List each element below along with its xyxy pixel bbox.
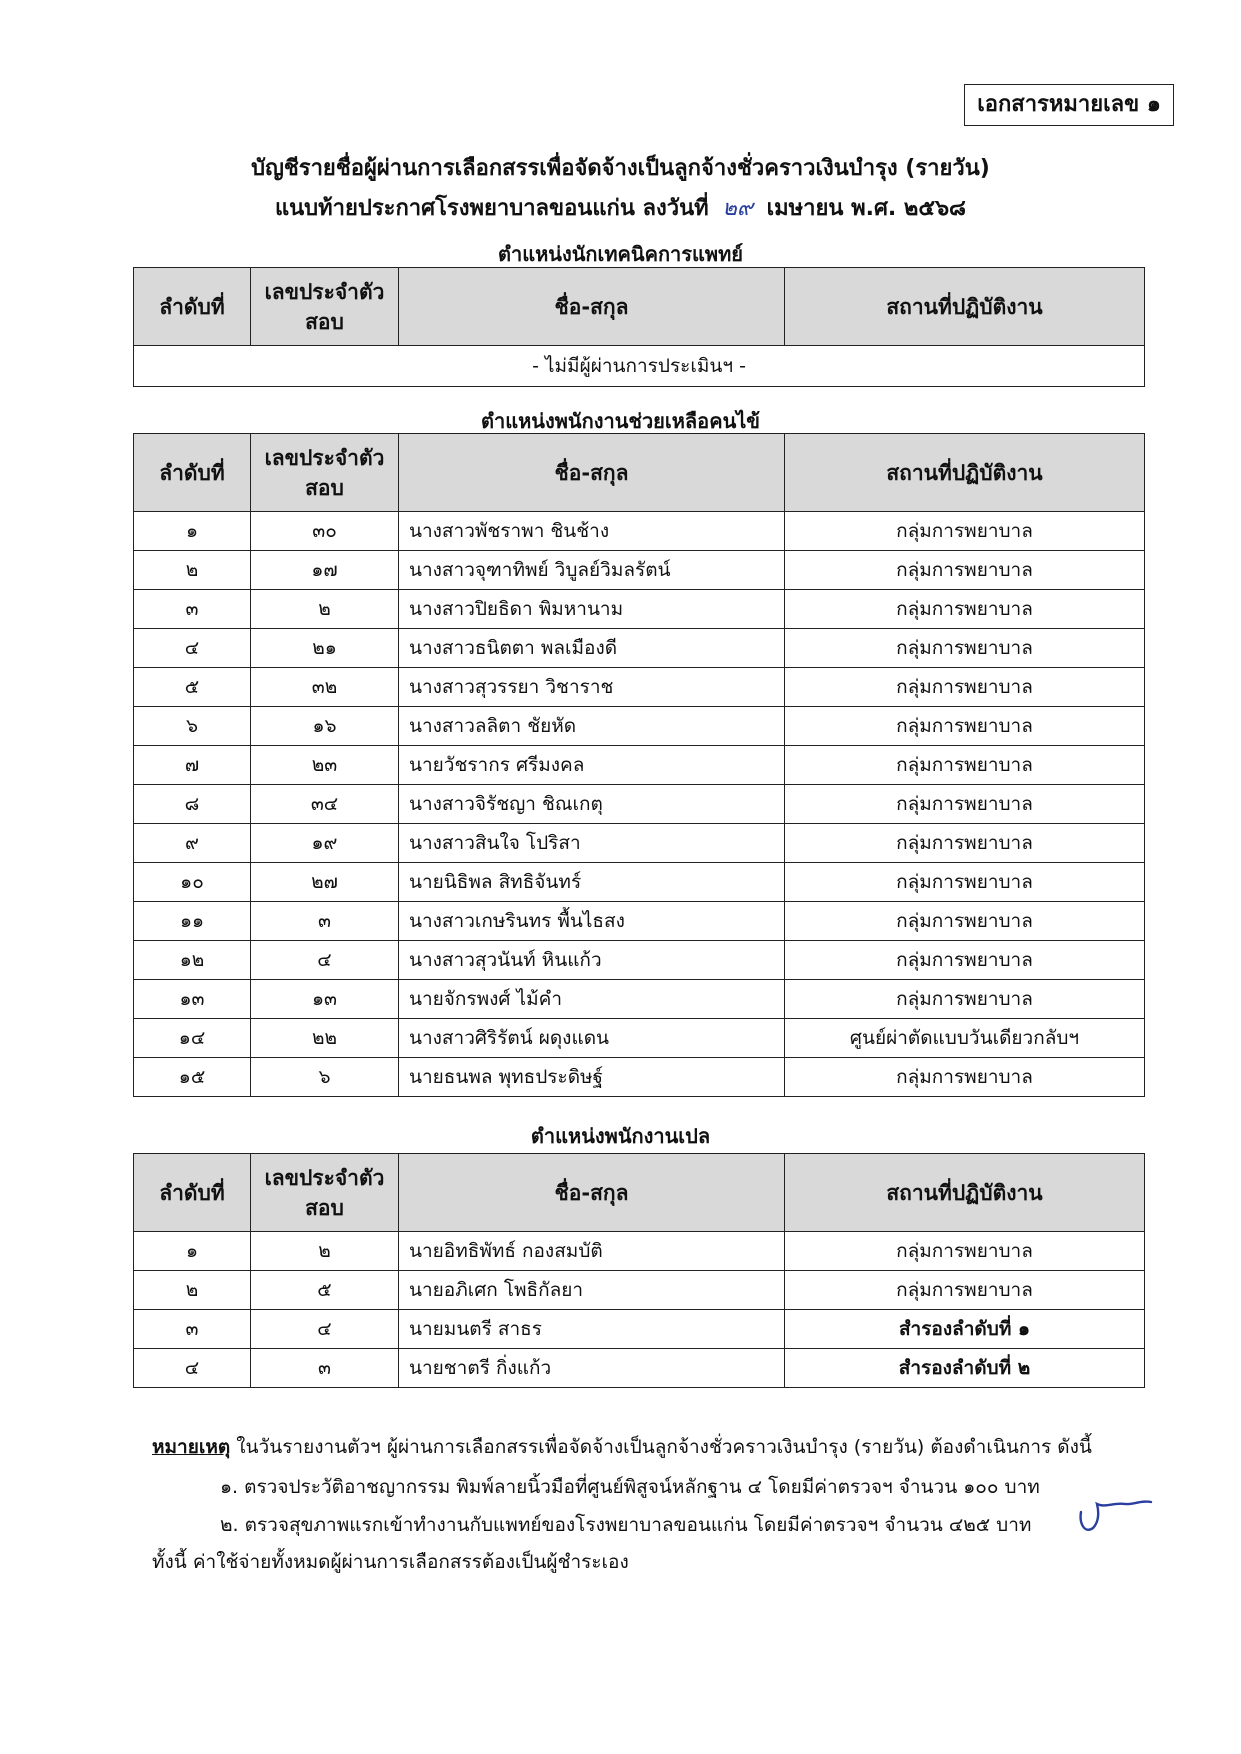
cell-name: นางสาวพัชราพา ชินช้าง xyxy=(399,512,785,551)
header-exam-id: เลขประจำตัว สอบ xyxy=(251,1154,399,1232)
section-title-patient-aide: ตำแหน่งพนักงานช่วยเหลือคนไข้ xyxy=(481,409,760,433)
cell-name: นางสาวสุวรรยา วิชาราช xyxy=(399,668,785,707)
cell-workplace: กลุ่มการพยาบาล xyxy=(785,785,1145,824)
initials-signature xyxy=(1075,1490,1155,1540)
cell-workplace: ศูนย์ผ่าตัดแบบวันเดียวกลับฯ xyxy=(785,1019,1145,1058)
cell-exam-id: ๑๗ xyxy=(251,551,399,590)
cell-workplace: กลุ่มการพยาบาล xyxy=(785,1232,1145,1271)
patient-aide-table xyxy=(133,433,1145,1097)
header-name: ชื่อ-สกุล xyxy=(399,268,785,346)
section-title-porter: ตำแหน่งพนักงานเปล xyxy=(530,1124,711,1148)
cell-order: ๔ xyxy=(134,629,251,668)
cell-order: ๖ xyxy=(134,707,251,746)
table-row xyxy=(134,1058,1145,1097)
header-order: ลำดับที่ xyxy=(134,1154,251,1232)
cell-order: ๒ xyxy=(134,1271,251,1310)
note-item-1: ๑. ตรวจประวัติอาชญากรรม พิมพ์ลายนิ้วมือที่ศูนย์พิสูจน์หลักฐาน ๔ โดยมีค่าตรวจฯ จำนวน ๑๐๐ บาท xyxy=(220,1476,1040,1498)
cell-name: นายจักรพงศ์ ไม้คำ xyxy=(399,980,785,1019)
subtitle-prefix: แนบท้ายประกาศโรงพยาบาลขอนแก่น ลงวันที่ xyxy=(274,196,709,221)
cell-order: ๑๔ xyxy=(134,1019,251,1058)
document-subtitle xyxy=(0,190,1241,225)
header-exam-id: เลขประจำตัว สอบ xyxy=(251,268,399,346)
document-title: บัญชีรายชื่อผู้ผ่านการเลือกสรรเพื่อจัดจ้างเป็นลูกจ้างชั่วคราวเงินบำรุง (รายวัน) xyxy=(251,156,990,181)
table-row xyxy=(134,1019,1145,1058)
cell-name: นางสาวจุฑาทิพย์ วิบูลย์วิมลรัตน์ xyxy=(399,551,785,590)
cell-order: ๘ xyxy=(134,785,251,824)
header-name: ชื่อ-สกุล xyxy=(399,1154,785,1232)
porter-table xyxy=(133,1153,1145,1388)
cell-name: นางสาวศิริรัตน์ ผดุงแดน xyxy=(399,1019,785,1058)
cell-name: นางสาวสินใจ โปริสา xyxy=(399,824,785,863)
cell-name: นางสาวจิรัชญา ชิณเกตุ xyxy=(399,785,785,824)
cell-exam-id: ๒๑ xyxy=(251,629,399,668)
cell-workplace: กลุ่มการพยาบาล xyxy=(785,824,1145,863)
cell-name: นางสาวธนิตตา พลเมืองดี xyxy=(399,629,785,668)
cell-name: นายธนพล พุทธประดิษฐ์ xyxy=(399,1058,785,1097)
header-workplace: สถานที่ปฏิบัติงาน xyxy=(785,268,1145,346)
porter-rows xyxy=(134,1232,1145,1388)
cell-order: ๑๓ xyxy=(134,980,251,1019)
cell-order: ๙ xyxy=(134,824,251,863)
table-row xyxy=(134,980,1145,1019)
cell-exam-id: ๖ xyxy=(251,1058,399,1097)
cell-workplace: กลุ่มการพยาบาล xyxy=(785,941,1145,980)
subtitle-suffix: เมษายน พ.ศ. ๒๕๖๘ xyxy=(766,196,967,221)
note-lead: หมายเหตุ xyxy=(152,1436,231,1458)
cell-workplace: สำรองลำดับที่ ๒ xyxy=(785,1349,1145,1388)
cell-name: นายวัชรากร ศรีมงคล xyxy=(399,746,785,785)
table-row xyxy=(134,785,1145,824)
cell-exam-id: ๓ xyxy=(251,1349,399,1388)
cell-order: ๒ xyxy=(134,551,251,590)
cell-exam-id: ๒๓ xyxy=(251,746,399,785)
cell-order: ๑๒ xyxy=(134,941,251,980)
cell-order: ๓ xyxy=(134,1310,251,1349)
cell-workplace: กลุ่มการพยาบาล xyxy=(785,707,1145,746)
table-row xyxy=(134,746,1145,785)
cell-exam-id: ๒๗ xyxy=(251,863,399,902)
patient-aide-rows xyxy=(134,512,1145,1097)
header-order: ลำดับที่ xyxy=(134,434,251,512)
cell-workplace: กลุ่มการพยาบาล xyxy=(785,1058,1145,1097)
document-number-label: เอกสารหมายเลข ๑ xyxy=(964,84,1174,126)
cell-workplace: กลุ่มการพยาบาล xyxy=(785,902,1145,941)
cell-exam-id: ๕ xyxy=(251,1271,399,1310)
table-row xyxy=(134,941,1145,980)
header-name: ชื่อ-สกุล xyxy=(399,434,785,512)
cell-exam-id: ๓๐ xyxy=(251,512,399,551)
table-row xyxy=(134,1349,1145,1388)
cell-workplace: กลุ่มการพยาบาล xyxy=(785,668,1145,707)
cell-exam-id: ๔ xyxy=(251,1310,399,1349)
cell-order: ๑ xyxy=(134,1232,251,1271)
table-row xyxy=(134,590,1145,629)
cell-exam-id: ๒ xyxy=(251,590,399,629)
cell-order: ๑๑ xyxy=(134,902,251,941)
cell-exam-id: ๒๒ xyxy=(251,1019,399,1058)
cell-exam-id: ๔ xyxy=(251,941,399,980)
header-exam-id: เลขประจำตัว สอบ xyxy=(251,434,399,512)
header-workplace: สถานที่ปฏิบัติงาน xyxy=(785,1154,1145,1232)
cell-name: นางสาวลลิตา ชัยหัด xyxy=(399,707,785,746)
cell-workplace: กลุ่มการพยาบาล xyxy=(785,1271,1145,1310)
cell-exam-id: ๒ xyxy=(251,1232,399,1271)
cell-exam-id: ๓๒ xyxy=(251,668,399,707)
note-closing: ทั้งนี้ ค่าใช้จ่ายทั้งหมดผู้ผ่านการเลือกสรรต้องเป็นผู้ชำระเอง xyxy=(152,1551,629,1573)
cell-exam-id: ๑๙ xyxy=(251,824,399,863)
cell-name: นางสาวเกษรินทร พื้นไธสง xyxy=(399,902,785,941)
medtech-table xyxy=(133,267,1145,387)
cell-exam-id: ๑๓ xyxy=(251,980,399,1019)
note-intro xyxy=(152,1435,1142,1459)
section-title-medtech: ตำแหน่งนักเทคนิคการแพทย์ xyxy=(497,242,744,266)
cell-workplace: กลุ่มการพยาบาล xyxy=(785,746,1145,785)
table-row xyxy=(134,551,1145,590)
cell-order: ๑ xyxy=(134,512,251,551)
cell-workplace: กลุ่มการพยาบาล xyxy=(785,629,1145,668)
cell-name: นายอภิเศก โพธิกัลยา xyxy=(399,1271,785,1310)
cell-order: ๑๐ xyxy=(134,863,251,902)
cell-workplace: กลุ่มการพยาบาล xyxy=(785,863,1145,902)
cell-workplace: กลุ่มการพยาบาล xyxy=(785,551,1145,590)
cell-name: นางสาวสุวนันท์ หินแก้ว xyxy=(399,941,785,980)
cell-name: นายอิทธิพัทธ์ กองสมบัติ xyxy=(399,1232,785,1271)
cell-name: นายมนตรี สาธร xyxy=(399,1310,785,1349)
note-item-2: ๒. ตรวจสุขภาพแรกเข้าทำงานกับแพทย์ของโรงพยาบาลขอนแก่น โดยมีค่าตรวจฯ จำนวน ๔๒๕ บาท xyxy=(220,1514,1032,1536)
handwritten-day: ๒๙ xyxy=(722,196,753,221)
table-row xyxy=(134,863,1145,902)
cell-workplace: กลุ่มการพยาบาล xyxy=(785,512,1145,551)
table-row xyxy=(134,1310,1145,1349)
cell-exam-id: ๑๖ xyxy=(251,707,399,746)
cell-order: ๕ xyxy=(134,668,251,707)
cell-workplace: กลุ่มการพยาบาล xyxy=(785,590,1145,629)
table-row xyxy=(134,668,1145,707)
cell-order: ๗ xyxy=(134,746,251,785)
cell-workplace: กลุ่มการพยาบาล xyxy=(785,980,1145,1019)
header-workplace: สถานที่ปฏิบัติงาน xyxy=(785,434,1145,512)
cell-exam-id: ๓ xyxy=(251,902,399,941)
table-row xyxy=(134,1271,1145,1310)
table-row xyxy=(134,512,1145,551)
cell-name: นายนิธิพล สิทธิจันทร์ xyxy=(399,863,785,902)
header-order: ลำดับที่ xyxy=(134,268,251,346)
table-row xyxy=(134,824,1145,863)
table-row xyxy=(134,629,1145,668)
no-passers-note: - ไม่มีผู้ผ่านการประเมินฯ - xyxy=(134,346,1145,387)
cell-workplace: สำรองลำดับที่ ๑ xyxy=(785,1310,1145,1349)
table-row xyxy=(134,1232,1145,1271)
cell-order: ๑๕ xyxy=(134,1058,251,1097)
cell-order: ๔ xyxy=(134,1349,251,1388)
cell-order: ๓ xyxy=(134,590,251,629)
table-row xyxy=(134,707,1145,746)
cell-name: นายชาตรี กิ่งแก้ว xyxy=(399,1349,785,1388)
note-line1: ในวันรายงานตัวฯ ผู้ผ่านการเลือกสรรเพื่อจัดจ้างเป็นลูกจ้างชั่วคราวเงินบำรุง (รายวัน) ต้องดำเนินการ ดังนี้ xyxy=(236,1436,1092,1458)
cell-exam-id: ๓๔ xyxy=(251,785,399,824)
cell-name: นางสาวปิยธิดา พิมหานาม xyxy=(399,590,785,629)
table-row xyxy=(134,902,1145,941)
